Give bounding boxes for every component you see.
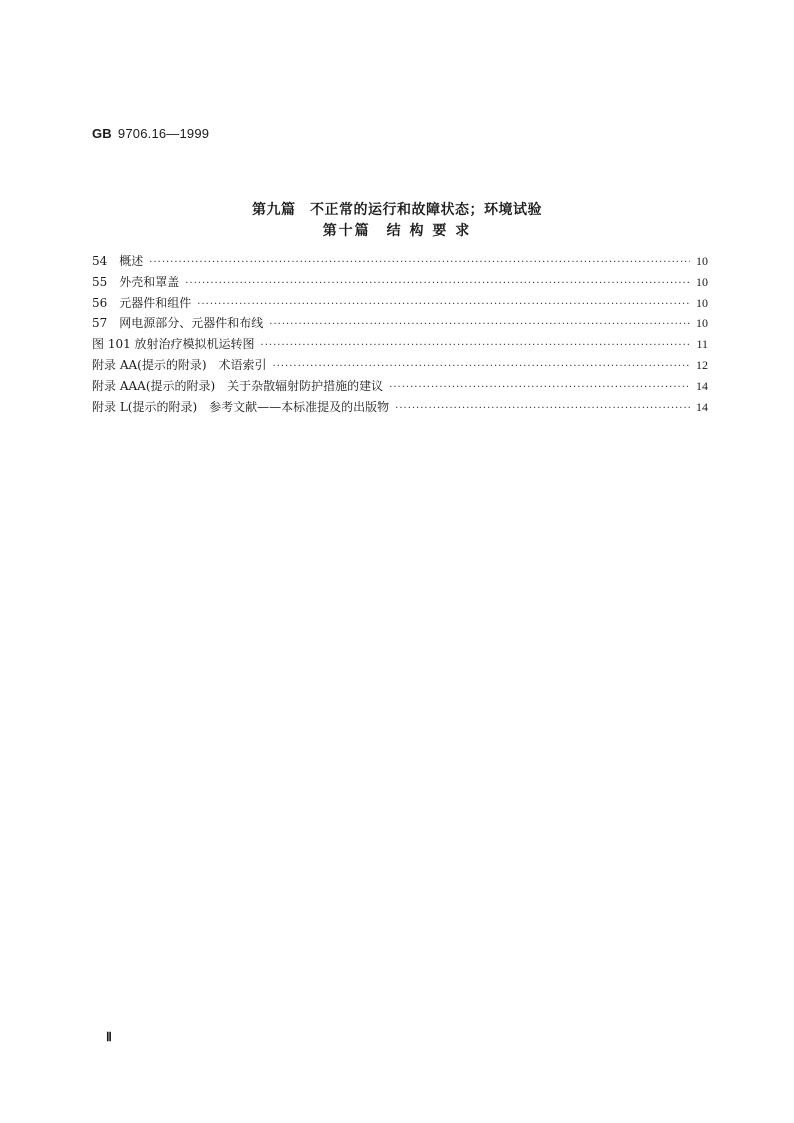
toc-entry-title: 57 网电源部分、元器件和布线 — [92, 316, 264, 331]
toc-leader-dots — [185, 278, 690, 289]
toc-entry[interactable] — [92, 377, 708, 398]
standard-code — [92, 126, 209, 141]
toc-entry-title: 附录 AA(提示的附录) 术语索引 — [92, 357, 267, 372]
table-of-contents — [92, 252, 708, 418]
toc-entry-page: 10 — [696, 295, 708, 310]
toc-entry[interactable] — [92, 335, 708, 356]
toc-leader-dots — [197, 299, 690, 310]
toc-entry-page: 14 — [696, 378, 708, 393]
toc-entry[interactable] — [92, 356, 708, 377]
toc-leader-dots — [395, 403, 690, 414]
part-9-heading: 第九篇 不正常的运行和故障状态；环境试验 — [252, 202, 542, 218]
toc-entry-page: 14 — [696, 399, 708, 414]
gb-mark: GB — [92, 126, 112, 141]
toc-entry-title: 56 元器件和组件 — [92, 295, 192, 310]
toc-entry-page: 11 — [696, 337, 708, 352]
toc-leader-dots — [389, 382, 690, 393]
toc-entry[interactable] — [92, 294, 708, 315]
standard-number: 9706.16—1999 — [117, 126, 210, 141]
toc-entry-title: 54 概述 — [92, 254, 144, 268]
toc-entry[interactable] — [92, 252, 708, 273]
toc-entry-title: 图 101 放射治疗模拟机运转图 — [92, 337, 255, 352]
toc-entry-title: 附录 L(提示的附录) 参考文献——本标准提及的出版物 — [92, 399, 390, 414]
toc-leader-dots — [261, 340, 691, 351]
toc-entry-title: 附录 AAA(提示的附录) 关于杂散辐射防护措施的建议 — [92, 378, 384, 393]
toc-entry-title: 55 外壳和罩盖 — [92, 274, 180, 289]
toc-leader-dots — [269, 319, 690, 330]
part-10-heading: 第十篇 结 构 要 求 — [322, 223, 472, 239]
toc-entry-page: 10 — [696, 254, 708, 268]
toc-leader-dots — [273, 361, 690, 372]
toc-entry[interactable] — [92, 314, 708, 335]
page-number: Ⅱ — [106, 1030, 112, 1044]
toc-entry[interactable] — [92, 398, 708, 419]
toc-entry-page: 10 — [696, 316, 708, 331]
toc-leader-dots — [149, 257, 690, 268]
toc-entry-page: 10 — [696, 274, 708, 289]
toc-entry[interactable] — [92, 273, 708, 294]
toc-entry-page: 12 — [696, 357, 708, 372]
